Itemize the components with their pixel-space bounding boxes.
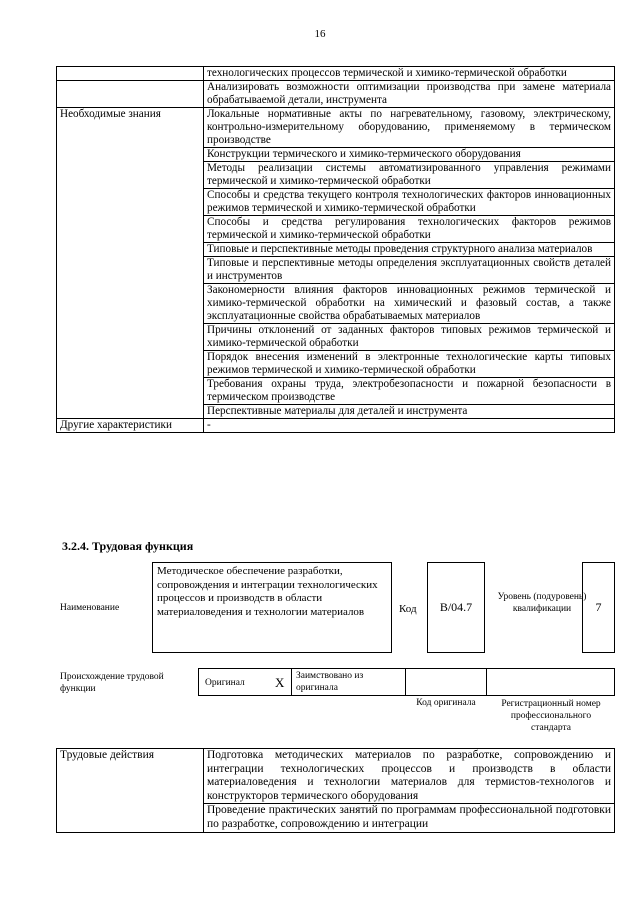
table-cell: Требования охраны труда, электробезопасности и пожарной безопасности в термическом производстве [204,378,615,405]
table-cell: Причины отклонений от заданных факторов типовых режимов термической и химико-термической обработки [204,324,615,351]
table-cell: Локальные нормативные акты по нагревательному, газовому, электрическому, контрольно-измерительному оборудованию, применяемому в термическом производстве [204,108,615,148]
table-cell: Подготовка методических материалов по разработке, сопровождению и интеграции технологических процессов и производств в области материаловедения и технологии материалов для термистов-технологов и конструкторов термического оборудования [204,749,615,804]
table-cell: Способы и средства регулирования технологических факторов режимов термической и химико-термической обработки [204,216,615,243]
table-cell: технологических процессов термической и химико-термической обработки [204,67,615,81]
table-cell: Анализировать возможности оптимизации производства при замене материала обрабатываемой детали, инструмента [204,81,615,108]
table-cell: Способы и средства текущего контроля технологических факторов инновационных режимов термической и химико-термической обработки [204,189,615,216]
table-cell: Порядок внесения изменений в электронные технологические карты типовых режимов термической и химико-термической обработки [204,351,615,378]
table-row [57,67,615,81]
page-number: 16 [314,28,326,40]
origin-label: Происхождение трудовой функции [60,672,164,694]
registration-caption: Регистрационный номер профессионального стандарта [501,699,601,733]
original-code-cell [405,668,487,696]
code-value: B/04.7 [427,562,485,653]
table-cell: Типовые и перспективные методы проведения структурного анализа материалов [204,243,615,257]
table-row [57,81,615,108]
empty-label-cell [57,67,204,81]
other-characteristics-label: Другие характеристики [57,419,204,433]
table-cell: Проведение практических занятий по программам профессиональной подготовки по разработке, сопровождению и интеграции [204,804,615,832]
original-mark: X [275,675,285,690]
table-cell: Методы реализации системы автоматизированного управления режимами термической и химико-термической обработки [204,162,615,189]
table-row [57,108,615,148]
knowledge-table [56,66,615,433]
table-cell: Закономерности влияния факторов инновационных режимов термической и химико-термической обработки на химический и фазовый состав, а также эксплуатационные свойства обрабатываемых материалов [204,284,615,324]
table-cell: Перспективные материалы для деталей и инструмента [204,405,615,419]
table-cell: Типовые и перспективные методы определения эксплуатационных свойств деталей и инструментов [204,257,615,284]
function-name-value: Методическое обеспечение разработки, сопровождения и интеграции технологических процессов и производств в области материаловедения и технологии материалов [152,562,392,653]
code-caption: Код оригинала [416,698,476,708]
name-label: Наименование [60,603,120,613]
code-label: Код [399,603,417,615]
level-label: Уровень (подуровень) квалификации [497,592,587,614]
labour-actions-table [56,748,615,833]
level-value: 7 [582,562,615,653]
labour-actions-label: Трудовые действия [57,749,204,833]
table-row [57,749,615,804]
table-row [57,419,615,433]
borrowed-label: Заимствовано из оригинала [296,671,364,693]
registration-number-cell [486,668,615,696]
table-cell: Конструкции термического и химико-термического оборудования [204,148,615,162]
empty-label-cell [57,81,204,108]
other-characteristics-value: - [204,419,615,433]
section-title: 3.2.4. Трудовая функция [62,539,194,553]
knowledge-label: Необходимые знания [57,108,204,419]
original-label: Оригинал [205,678,245,688]
